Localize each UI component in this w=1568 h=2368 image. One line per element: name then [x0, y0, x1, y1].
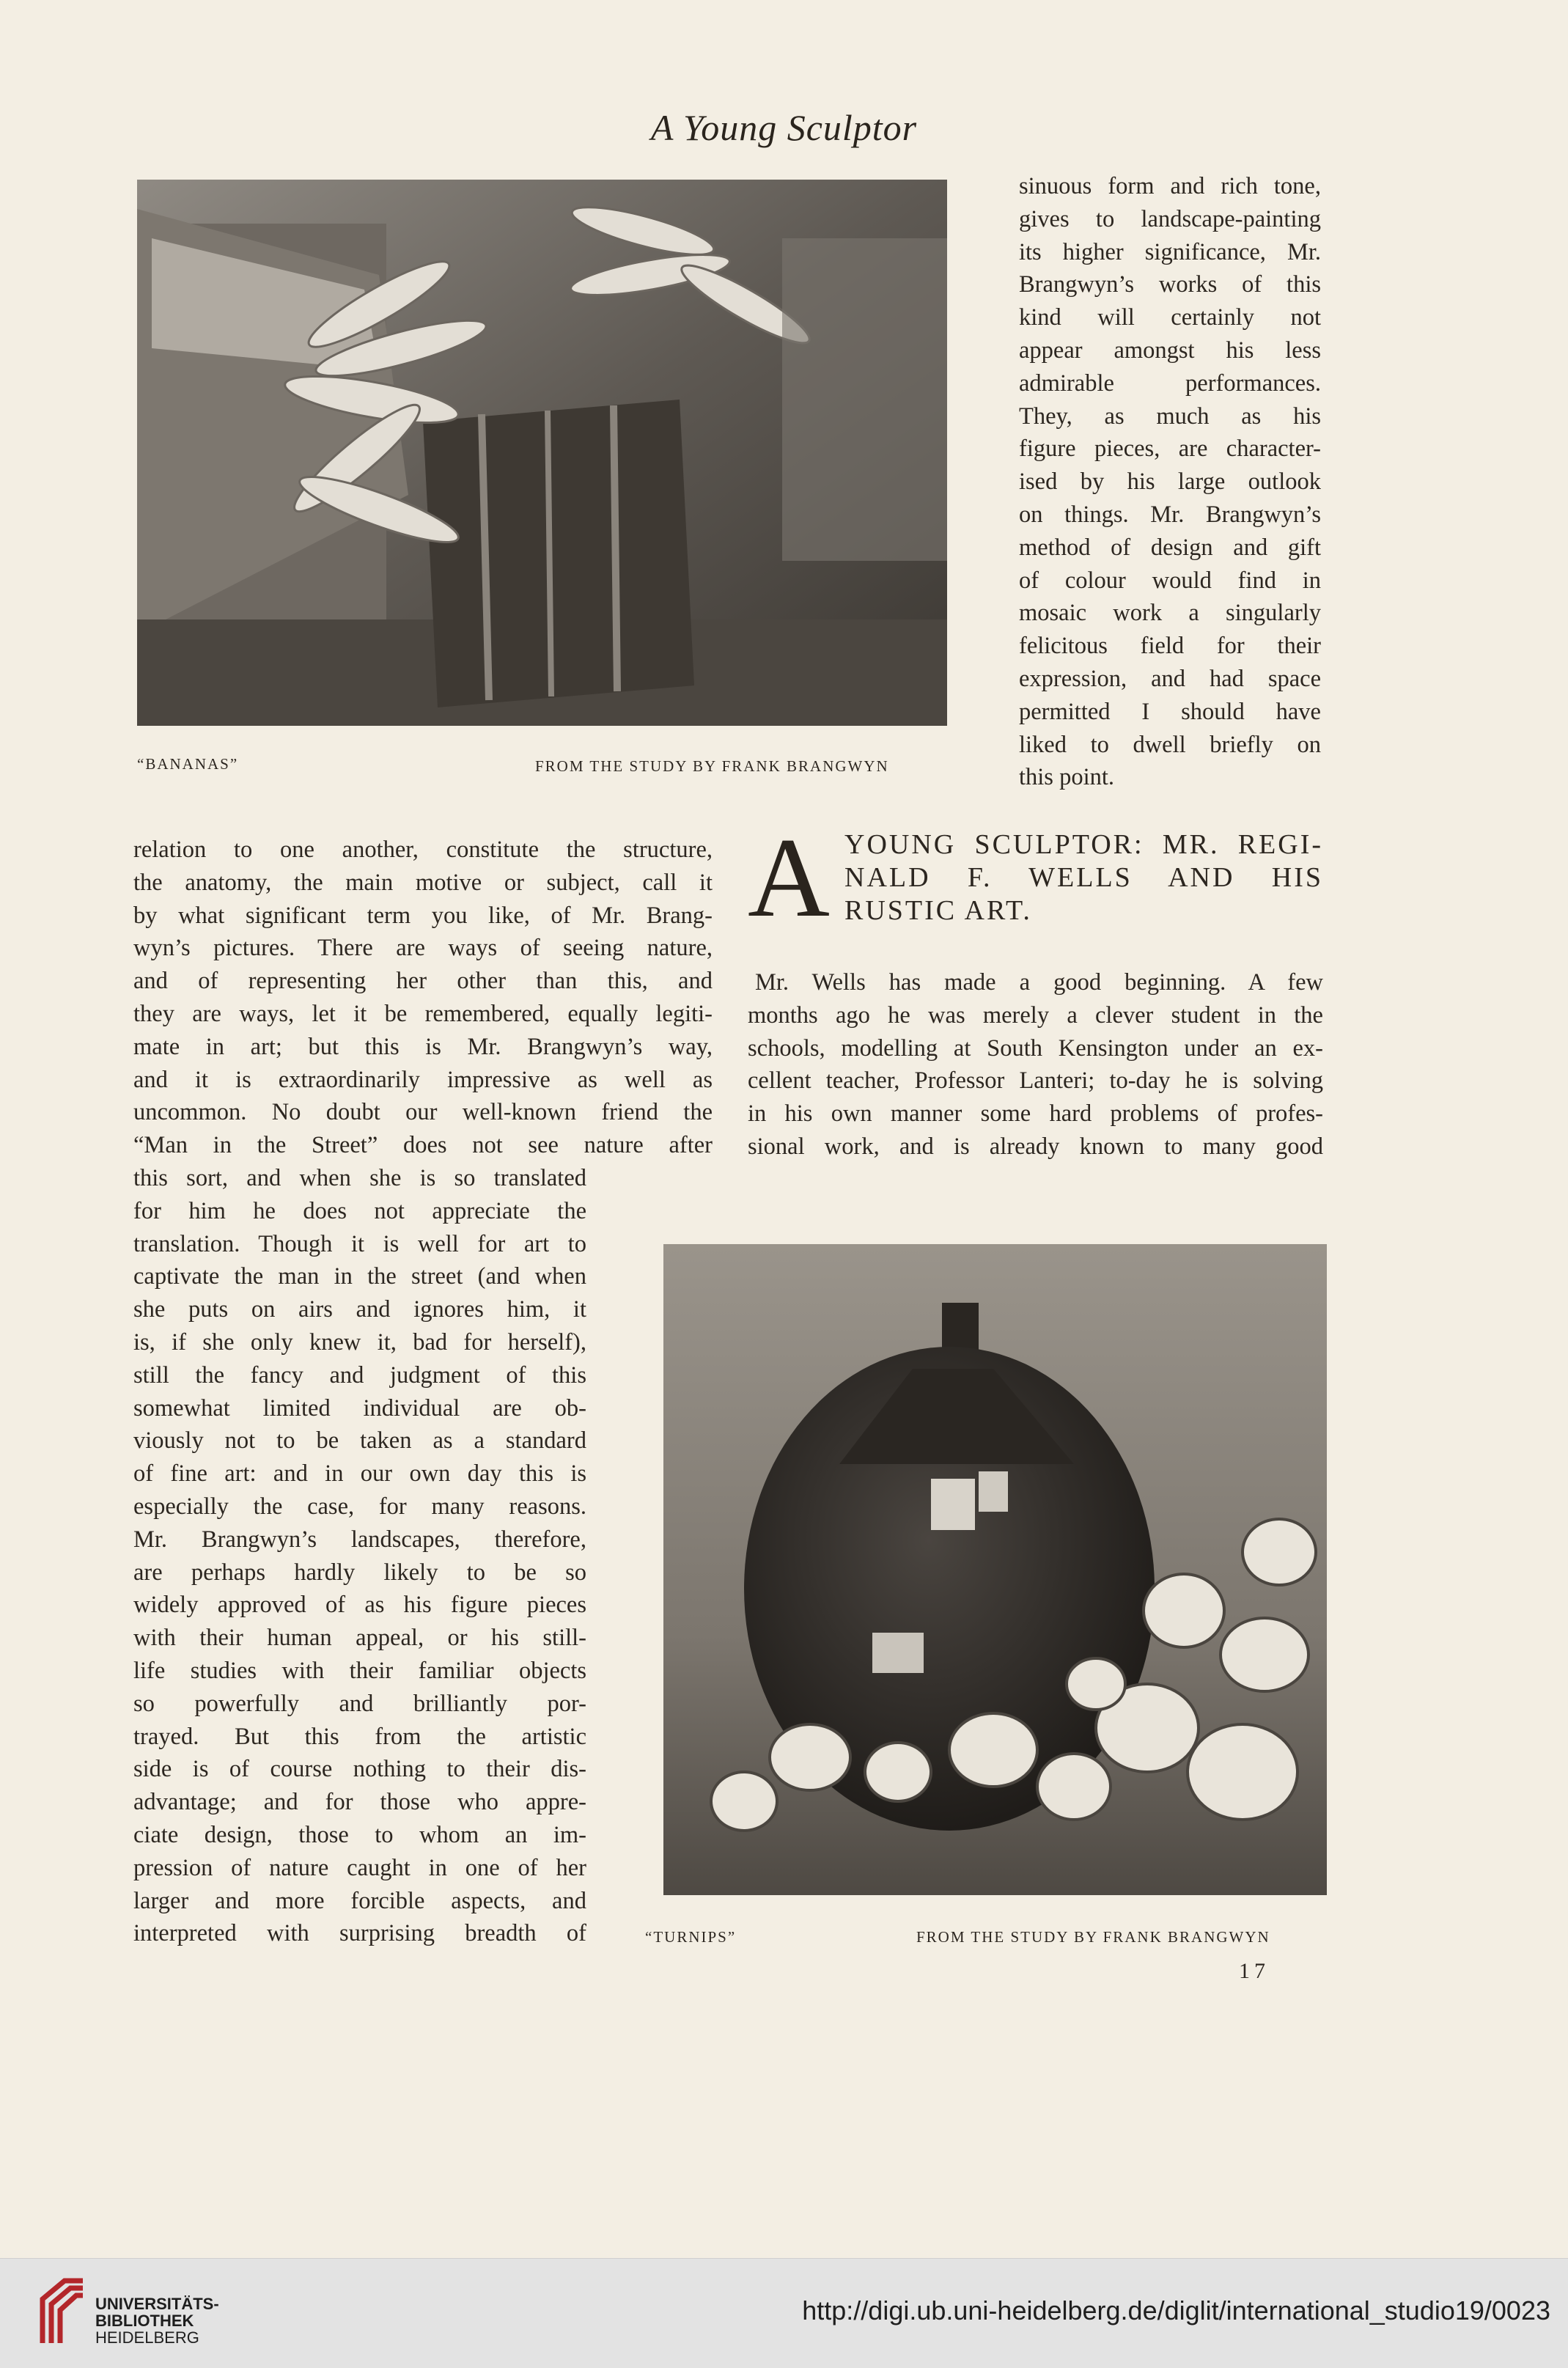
text-line: so powerfully and brilliantly por- [133, 1690, 586, 1717]
text-line: They, as much as his [1019, 402, 1321, 430]
source-url[interactable]: http://digi.ub.uni-heidelberg.de/diglit/international_studio19/0023 [802, 2295, 1550, 2325]
text-line: sinuous form and rich tone, [1019, 173, 1321, 199]
text-line: of fine art: and in our own day this is [133, 1460, 586, 1488]
text-line: on things. Mr. Brangwyn’s [1019, 501, 1321, 528]
text-line: is, if she only knew it, bad for herself), [133, 1328, 586, 1356]
bananas-illustration [137, 180, 947, 726]
text-line: Brangwyn’s works of this [1019, 271, 1321, 298]
text-line: relation to one another, constitute the structure, [133, 836, 713, 863]
text-line: appear amongst his less [1019, 337, 1321, 364]
text-line: Mr. Brangwyn’s landscapes, therefore, [133, 1526, 586, 1553]
text-line: ciate design, those to whom an im- [133, 1821, 586, 1848]
text-line: sional work, and is already known to many good [748, 1133, 1323, 1160]
heading-line: YOUNG SCULPTOR: MR. REGI- [844, 829, 1323, 860]
left-column-narrow [133, 1162, 586, 1950]
text-line: uncommon. No doubt our well-known friend the [133, 1099, 713, 1126]
text-line: schools, modelling at South Kensington under an ex- [748, 1034, 1323, 1062]
top-right-column [1019, 170, 1321, 794]
turnips-illustration [663, 1244, 1327, 1895]
text-line: mosaic work a singularly [1019, 600, 1321, 627]
text-line: months ago he was merely a clever student in the [748, 1001, 1323, 1029]
text-line: in his own manner some hard problems of profes- [748, 1100, 1323, 1128]
heading-line: NALD F. WELLS AND HIS [844, 862, 1323, 893]
text-line: they are ways, let it be remembered, equally legiti- [133, 1000, 713, 1027]
turnips-caption-title: “TURNIPS” [645, 1928, 737, 1946]
text-line: figure pieces, are character- [1019, 435, 1321, 463]
text-line: wyn’s pictures. There are ways of seeing nature, [133, 935, 713, 962]
text-line: pression of nature caught in one of her [133, 1854, 586, 1881]
right-body-text [748, 966, 1323, 1163]
text-line: somewhat limited individual are ob- [133, 1394, 586, 1422]
text-line: for him he does not appreciate the [133, 1197, 586, 1224]
text-line: especially the case, for many reasons. [133, 1493, 586, 1520]
text-line: admirable performances. [1019, 369, 1321, 397]
library-name-line: BIBLIOTHEK [95, 2312, 194, 2330]
text-line: cellent teacher, Professor Lanteri; to-day he is solving [748, 1067, 1323, 1095]
heading-title [844, 828, 1323, 927]
drop-cap: A [748, 815, 830, 941]
text-line: advantage; and for those who appre- [133, 1789, 586, 1816]
text-line: captivate the man in the street (and when [133, 1263, 586, 1290]
running-head: A Young Sculptor [650, 107, 918, 148]
text-line: mate in art; but this is Mr. Brangwyn’s way, [133, 1033, 713, 1060]
turnips-caption-credit: FROM THE STUDY BY FRANK BRANGWYN [916, 1928, 1270, 1946]
text-line: method of design and gift [1019, 534, 1321, 561]
text-line: ised by his large outlook [1019, 468, 1321, 496]
text-line: liked to dwell briefly on [1019, 731, 1321, 758]
bananas-caption-title: “BANANAS” [137, 755, 239, 773]
text-line: this sort, and when she is so translated [133, 1165, 586, 1191]
heading-line: RUSTIC ART. [844, 895, 1032, 926]
text-line: translation. Though it is well for art to [133, 1230, 586, 1257]
text-line: and it is extraordinarily impressive as well as [133, 1066, 713, 1093]
text-line: this point. [1019, 764, 1115, 791]
text-line: “Man in the Street” does not see nature after [133, 1132, 713, 1159]
library-name-line: UNIVERSITÄTS- [95, 2295, 219, 2313]
library-footer [0, 2258, 1568, 2368]
text-line: kind will certainly not [1019, 304, 1321, 331]
text-line: its higher significance, Mr. [1019, 238, 1321, 265]
text-line: widely approved of as his figure pieces [133, 1592, 586, 1619]
page-number: 17 [1239, 1959, 1270, 1983]
text-line: the anatomy, the main motive or subject, call it [133, 869, 713, 896]
text-line: permitted I should have [1019, 698, 1321, 725]
text-line: still the fancy and judgment of this [133, 1361, 586, 1389]
text-line: interpreted with surprising breadth of [133, 1920, 586, 1947]
text-line: gives to landscape-painting [1019, 205, 1321, 232]
left-column-wide [133, 834, 713, 1162]
text-line: of colour would find in [1019, 567, 1321, 594]
text-line: expression, and had space [1019, 665, 1321, 692]
library-name [95, 2295, 219, 2346]
text-line: with their human appeal, or his still- [133, 1625, 586, 1652]
text-line: felicitous field for their [1019, 633, 1321, 660]
library-logo-icon [35, 2273, 90, 2350]
text-line: Mr. Wells has made a good beginning. A few [755, 969, 1323, 996]
text-line: by what significant term you like, of Mr. Brang- [133, 902, 713, 929]
text-line: viously not to be taken as a standard [133, 1427, 586, 1455]
text-line: and of representing her other than this, and [133, 968, 713, 995]
text-line: are perhaps hardly likely to be so [133, 1559, 586, 1586]
text-line: trayed. But this from the artistic [133, 1723, 586, 1750]
text-line: larger and more forcible aspects, and [133, 1887, 586, 1914]
text-line: life studies with their familiar objects [133, 1657, 586, 1684]
library-name-line: HEIDELBERG [95, 2328, 199, 2347]
text-line: side is of course nothing to their dis- [133, 1756, 586, 1783]
text-line: she puts on airs and ignores him, it [133, 1296, 586, 1323]
bananas-caption-credit: FROM THE STUDY BY FRANK BRANGWYN [535, 757, 889, 775]
